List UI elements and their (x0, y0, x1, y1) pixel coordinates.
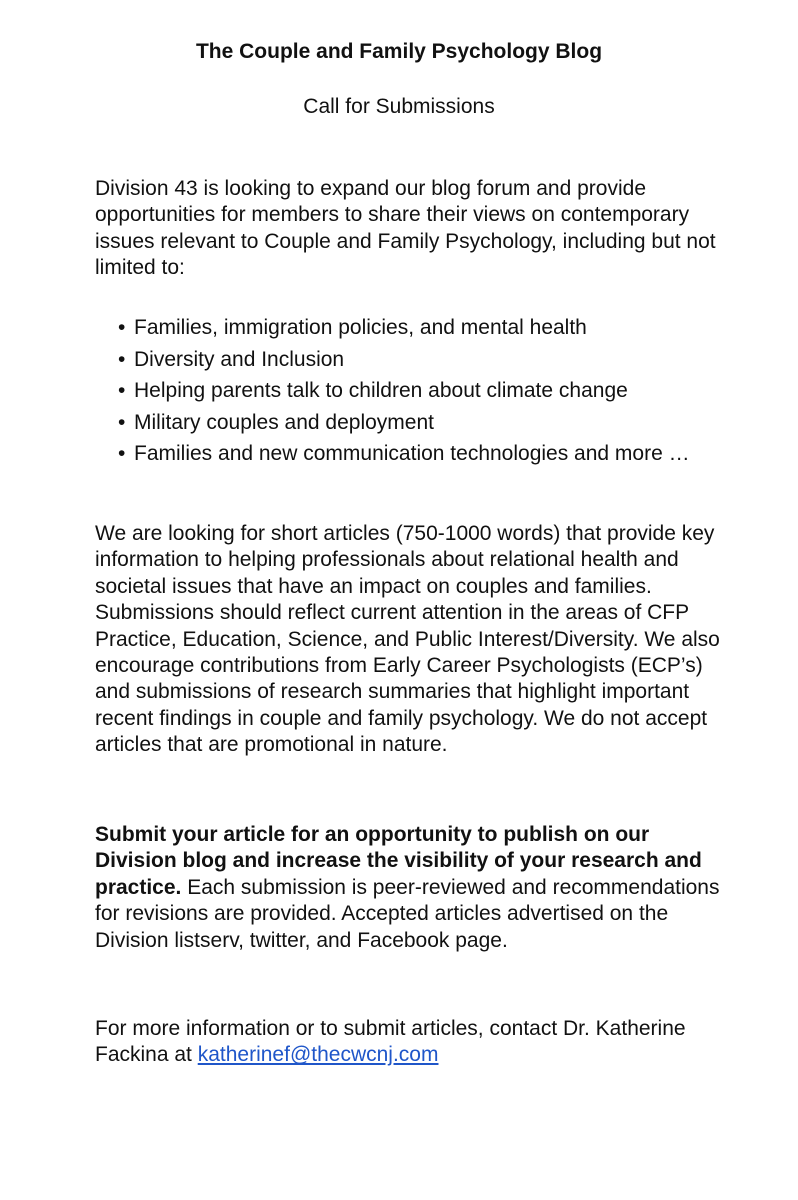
submission-paragraph (95, 822, 735, 954)
document-subtitle: Call for Submissions (303, 95, 495, 118)
list-item (118, 438, 718, 470)
topic-text: Families and new communication technologies and more … (134, 442, 690, 465)
bullet-icon: • (118, 347, 126, 371)
bullet-icon: • (118, 379, 126, 402)
topic-text: Families, immigration policies, and mental health (134, 316, 587, 339)
bullet-icon: • (118, 410, 126, 434)
contact-email-link[interactable]: katherinef@thecwcnj.com (197, 1043, 439, 1067)
bullet-icon: • (118, 316, 126, 339)
list-item (118, 312, 718, 344)
intro-paragraph: Division 43 is looking to expand our blog forum and provide opportunities for members to share their views on contemporary issues relevant to Couple and Family Psychology, including but not limited to: (95, 177, 716, 280)
requirements-paragraph: We are looking for short articles (750-1000 words) that provide key information to helping professionals about relational health and societal issues that have an impact on couples and families. Submissions should reflect current attention in the areas of CFP Practice, Education, Science, and Public Interest/Diversity. We also encourage contributions from Early Career Psychologists (ECP’s) and submissions of research summaries that highlight important recent findings in couple and family psychology. We do not accept articles that are promotional in nature. (95, 522, 720, 757)
submission-callout: Submit your article for an opportunity to publish on our Division blog and increase the visibility of your research and practice. (95, 823, 702, 899)
topics-list (118, 312, 718, 470)
contact-text: For more information or to submit articles, contact Dr. Katherine Fackina at (95, 1017, 686, 1067)
list-item (118, 344, 718, 376)
document-title: The Couple and Family Psychology Blog (195, 40, 603, 63)
topic-text: Military couples and deployment (134, 410, 434, 434)
list-item (118, 407, 718, 439)
contact-paragraph (95, 1016, 735, 1069)
list-item (118, 375, 718, 407)
topic-text: Helping parents talk to children about climate change (134, 379, 628, 402)
bullet-icon: • (118, 442, 126, 465)
submission-details: Each submission is peer-reviewed and recommendations for revisions are provided. Accepted articles advertised on the Division listserv, twitter, and Facebook page. (95, 875, 720, 952)
topic-text: Diversity and Inclusion (134, 347, 345, 371)
